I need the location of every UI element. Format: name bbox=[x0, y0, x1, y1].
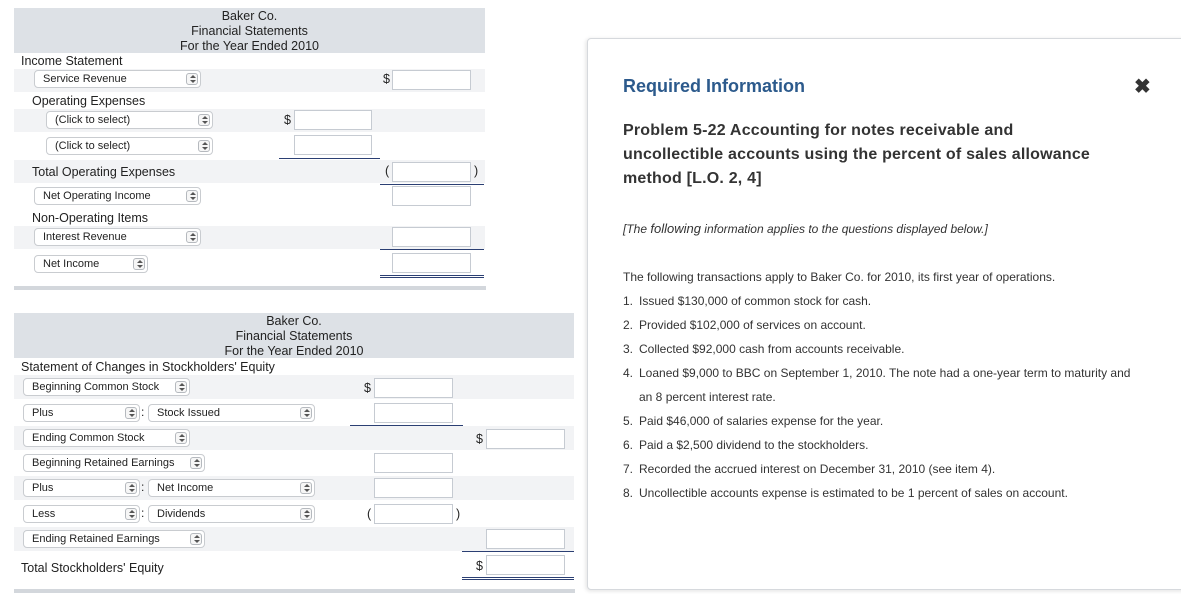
non-operating-items-label: Non-Operating Items bbox=[32, 211, 149, 225]
select-arrows-icon bbox=[190, 457, 202, 469]
colon: : bbox=[141, 405, 145, 419]
net-operating-income-input[interactable] bbox=[392, 186, 471, 206]
service-revenue-select-label: Service Revenue bbox=[43, 73, 127, 85]
equity-statement-header bbox=[14, 313, 574, 358]
income-header-company: Baker Co. bbox=[221, 9, 278, 23]
list-item bbox=[623, 481, 1153, 505]
expense-select-2-label: (Click to select) bbox=[55, 140, 131, 152]
ending-retained-earnings-input[interactable] bbox=[486, 529, 565, 549]
net-income-equity-input[interactable] bbox=[374, 478, 453, 498]
operating-expenses-label: Operating Expenses bbox=[32, 94, 146, 108]
total-operating-expenses-input[interactable] bbox=[392, 162, 471, 182]
ending-retained-earnings-select[interactable] bbox=[23, 530, 205, 548]
select-arrows-icon bbox=[186, 231, 198, 243]
item-text: Recorded the accrued interest on December 31, 2010 (see item 4). bbox=[639, 462, 996, 476]
equity-statement-bottom-divider bbox=[14, 589, 575, 593]
income-header-period: For the Year Ended 2010 bbox=[179, 39, 319, 53]
item-number: 7. bbox=[623, 462, 634, 476]
currency-sign: $ bbox=[383, 72, 390, 86]
net-operating-income-select[interactable] bbox=[34, 187, 201, 205]
list-item bbox=[623, 457, 1153, 481]
select-arrows-icon bbox=[133, 258, 145, 270]
beginning-common-stock-select[interactable] bbox=[23, 378, 190, 396]
item-number: 6. bbox=[623, 438, 634, 452]
problem-heading-line-3: method [L.O. 2, 4] bbox=[623, 170, 762, 187]
expense-subtotal-underline bbox=[279, 158, 380, 159]
net-income-select-label: Net Income bbox=[43, 258, 100, 270]
paren-close: ) bbox=[456, 507, 461, 521]
problem-heading bbox=[623, 119, 1173, 191]
interest-revenue-underline bbox=[380, 249, 484, 250]
net-income-select[interactable] bbox=[34, 255, 148, 273]
beginning-retained-earnings-input[interactable] bbox=[374, 453, 453, 473]
item-text: Uncollectible accounts expense is estimated to be 1 percent of sales on account. bbox=[639, 486, 1068, 500]
select-arrows-icon bbox=[300, 482, 312, 494]
list-item bbox=[623, 409, 1153, 433]
transaction-list bbox=[623, 289, 1153, 505]
currency-sign: $ bbox=[476, 432, 483, 446]
item-text: Paid a $2,500 dividend to the stockholders. bbox=[639, 438, 869, 452]
plus-select-1[interactable] bbox=[23, 404, 140, 422]
required-information-panel bbox=[587, 38, 1181, 590]
currency-sign: $ bbox=[364, 381, 371, 395]
income-statement-title: Income Statement bbox=[21, 54, 123, 68]
panel-title: Required Information bbox=[623, 76, 806, 96]
note-prefix: [The bbox=[623, 222, 651, 236]
item-number: 1. bbox=[623, 294, 634, 308]
expense-input-2[interactable] bbox=[294, 135, 372, 155]
close-icon[interactable]: ✖ bbox=[1134, 76, 1151, 98]
net-income-equity-select[interactable] bbox=[148, 479, 315, 497]
operating-income-underline bbox=[380, 184, 484, 185]
income-statement-bottom-divider bbox=[14, 286, 486, 290]
total-stockholders-equity-input[interactable] bbox=[486, 555, 565, 575]
plus-select-1-label: Plus bbox=[32, 407, 54, 419]
item-number: 8. bbox=[623, 486, 634, 500]
paren-close: ) bbox=[474, 164, 479, 178]
list-item bbox=[623, 361, 1153, 409]
select-arrows-icon bbox=[198, 140, 210, 152]
select-arrows-icon bbox=[190, 533, 202, 545]
interest-revenue-input[interactable] bbox=[392, 227, 471, 247]
net-income-input[interactable] bbox=[392, 253, 471, 273]
total-stockholders-equity-label: Total Stockholders' Equity bbox=[21, 561, 164, 575]
problem-heading-line-1: Problem 5-22 Accounting for notes receivable and bbox=[623, 122, 1014, 139]
dividends-select-label: Dividends bbox=[157, 508, 206, 520]
instruction-note bbox=[623, 221, 988, 236]
list-item bbox=[623, 337, 1153, 361]
income-statement-header bbox=[14, 8, 485, 53]
dividends-select[interactable] bbox=[148, 505, 315, 523]
beginning-common-stock-select-label: Beginning Common Stock bbox=[32, 381, 160, 393]
item-text: Loaned $9,000 to BBC on September 1, 2010. The note had a one-year term to maturity and an 8 percent interest rate. bbox=[639, 366, 1131, 404]
paren-open: ( bbox=[385, 164, 390, 178]
ending-retained-earnings-select-label: Ending Retained Earnings bbox=[32, 533, 160, 545]
equity-header-company: Baker Co. bbox=[266, 314, 322, 328]
select-arrows-icon bbox=[300, 407, 312, 419]
less-select-label: Less bbox=[32, 508, 56, 520]
less-select[interactable] bbox=[23, 505, 140, 523]
expense-select-2[interactable] bbox=[46, 137, 213, 155]
paren-open: ( bbox=[367, 507, 372, 521]
beginning-retained-earnings-select-label: Beginning Retained Earnings bbox=[32, 457, 175, 469]
dividends-input[interactable] bbox=[374, 504, 453, 524]
select-arrows-icon bbox=[300, 508, 312, 520]
item-number: 5. bbox=[623, 414, 634, 428]
equity-header-period: For the Year Ended 2010 bbox=[224, 344, 364, 358]
item-text: Provided $102,000 of services on account. bbox=[639, 318, 866, 332]
select-arrows-icon bbox=[198, 114, 210, 126]
list-item bbox=[623, 433, 1153, 457]
list-item bbox=[623, 289, 1153, 313]
stock-issued-input[interactable] bbox=[374, 403, 453, 423]
interest-revenue-select[interactable] bbox=[34, 228, 201, 246]
item-number: 3. bbox=[623, 342, 634, 356]
expense-select-1[interactable] bbox=[46, 111, 213, 129]
note-suffix: information applies to the questions displayed below.] bbox=[700, 222, 988, 236]
service-revenue-select[interactable] bbox=[34, 70, 201, 88]
list-item bbox=[623, 313, 1153, 337]
equity-subtotal-underline bbox=[462, 551, 574, 552]
net-operating-income-select-label: Net Operating Income bbox=[43, 190, 151, 202]
select-arrows-icon bbox=[186, 73, 198, 85]
stock-issued-select[interactable] bbox=[148, 404, 315, 422]
interest-revenue-select-label: Interest Revenue bbox=[43, 231, 127, 243]
colon: : bbox=[141, 506, 145, 520]
item-text: Paid $46,000 of salaries expense for the year. bbox=[639, 414, 884, 428]
item-text: Collected $92,000 cash from accounts receivable. bbox=[639, 342, 905, 356]
net-income-double-underline bbox=[380, 275, 484, 278]
select-arrows-icon bbox=[125, 508, 137, 520]
item-number: 2. bbox=[623, 318, 634, 332]
beginning-common-stock-input[interactable] bbox=[374, 378, 453, 398]
expense-input-1[interactable] bbox=[294, 110, 372, 130]
expense-select-1-label: (Click to select) bbox=[55, 114, 131, 126]
total-operating-expenses-label: Total Operating Expenses bbox=[32, 165, 176, 179]
equity-statement-title: Statement of Changes in Stockholders' Equity bbox=[21, 360, 275, 374]
item-number: 4. bbox=[623, 366, 634, 380]
service-revenue-input[interactable] bbox=[392, 70, 471, 90]
colon: : bbox=[141, 480, 145, 494]
income-header-title: Financial Statements bbox=[191, 24, 308, 38]
note-following: following bbox=[650, 221, 701, 236]
item-text: Issued $130,000 of common stock for cash. bbox=[639, 294, 872, 308]
ending-common-stock-select-label: Ending Common Stock bbox=[32, 432, 145, 444]
currency-sign: $ bbox=[476, 559, 483, 573]
total-equity-double-underline bbox=[462, 577, 574, 580]
ending-common-stock-select[interactable] bbox=[23, 429, 190, 447]
stock-issued-select-label: Stock Issued bbox=[157, 407, 220, 419]
currency-sign: $ bbox=[284, 113, 291, 127]
plus-select-2[interactable] bbox=[23, 479, 140, 497]
ending-common-stock-input[interactable] bbox=[486, 429, 565, 449]
plus-select-2-label: Plus bbox=[32, 482, 54, 494]
equity-header-title: Financial Statements bbox=[235, 329, 353, 343]
select-arrows-icon bbox=[125, 407, 137, 419]
select-arrows-icon bbox=[175, 381, 187, 393]
net-income-equity-select-label: Net Income bbox=[157, 482, 214, 494]
select-arrows-icon bbox=[186, 190, 198, 202]
problem-heading-line-2: uncollectible accounts using the percent of sales allowance bbox=[623, 146, 1091, 163]
intro-text: The following transactions apply to Baker Co. for 2010, its first year of operations. bbox=[623, 270, 1056, 284]
select-arrows-icon bbox=[125, 482, 137, 494]
select-arrows-icon bbox=[175, 432, 187, 444]
beginning-retained-earnings-select[interactable] bbox=[23, 454, 205, 472]
